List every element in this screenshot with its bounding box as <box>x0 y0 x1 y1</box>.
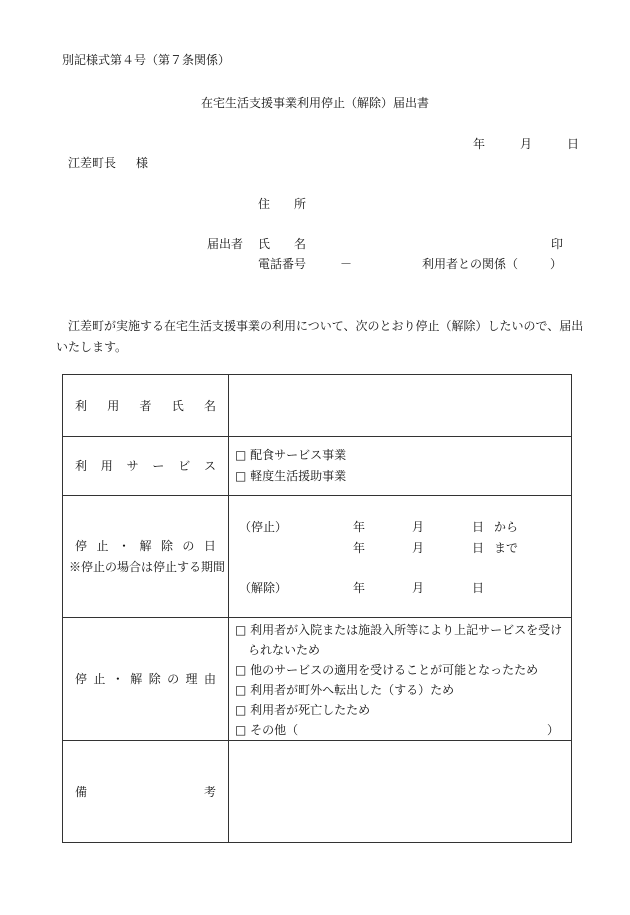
reason-label <box>63 618 229 741</box>
label-char: 由 <box>203 672 216 686</box>
label-char: の <box>182 539 195 553</box>
label-char: 止 <box>96 539 109 553</box>
release-month[interactable]: 月 <box>412 581 425 595</box>
suspend-until-text: まで <box>494 541 519 555</box>
reason-option-moved-out[interactable]: □ 利用者が町外へ転出した（する）ため <box>235 683 455 697</box>
label-char: 考 <box>203 784 216 799</box>
service-options <box>229 437 572 496</box>
relation-close: ） <box>550 257 563 271</box>
label-char: ー <box>152 459 165 473</box>
period-label <box>63 496 229 618</box>
suspend-end-year[interactable]: 年 <box>353 541 366 555</box>
label-char: 備 <box>75 784 88 799</box>
recipient-honorific: 様 <box>136 156 149 170</box>
label-char: 氏 <box>171 398 184 413</box>
service-option-light-assist[interactable]: □ 軽度生活援助事業 <box>235 469 347 483</box>
label-char: 用 <box>100 459 113 473</box>
label-char: ビ <box>178 459 191 473</box>
reason-options <box>229 618 572 741</box>
date-year-label: 年 <box>473 137 486 151</box>
reason-option-hospital-cont: られないため <box>248 643 321 657</box>
label-char: 利 <box>75 459 88 473</box>
date-month-label: 月 <box>520 137 533 151</box>
release-day[interactable]: 日 <box>472 581 485 595</box>
period-sub-label: ※停止の場合は停止する期間 <box>69 560 226 574</box>
seal-mark: 印 <box>551 237 564 251</box>
remarks-row <box>63 741 572 843</box>
release-label: （解除） <box>239 581 288 595</box>
label-char: ス <box>203 459 216 473</box>
page-title: 在宅生活支援事業利用停止（解除）届出書 <box>200 96 429 110</box>
reason-option-deceased[interactable]: □ 利用者が死亡したため <box>235 703 371 717</box>
suspend-end-month[interactable]: 月 <box>412 541 425 555</box>
period-row <box>63 496 572 618</box>
period-content <box>229 496 572 618</box>
relation-label: 利用者との関係（ <box>422 257 519 271</box>
service-option-meal[interactable]: □ 配食サービス事業 <box>235 448 347 462</box>
label-char: 停 <box>75 672 88 686</box>
reason-other-close: ） <box>547 723 560 737</box>
name-label: 氏 名 <box>258 237 307 251</box>
user-name-field[interactable] <box>229 375 572 437</box>
service-row <box>63 437 572 496</box>
recipient-name: 江差町長 <box>68 156 117 170</box>
phone-label: 電話番号 <box>258 257 307 271</box>
label-char: 止 <box>93 672 106 686</box>
suspend-start-day[interactable]: 日 <box>472 520 485 534</box>
label-char: 名 <box>203 398 216 413</box>
label-char: 理 <box>185 672 198 686</box>
reason-row <box>63 618 572 741</box>
suspend-end-day[interactable]: 日 <box>472 541 485 555</box>
label-char: 用 <box>107 398 120 413</box>
suspend-label: （停止） <box>239 520 288 534</box>
reason-option-hospital[interactable]: □ 利用者が入院または施設入所等により上記サービスを受け <box>235 623 563 637</box>
body-text-line2: いたします。 <box>56 340 128 354</box>
suspend-from-text: から <box>494 520 519 534</box>
label-char: ・ <box>111 672 124 686</box>
form-number: 別記様式第４号（第７条関係） <box>62 53 231 67</box>
reason-option-other[interactable]: □ その他（ <box>235 723 299 737</box>
label-char: ・ <box>117 539 130 553</box>
label-char: 解 <box>139 539 152 553</box>
form-table <box>62 374 572 843</box>
suspend-start-month[interactable]: 月 <box>412 520 425 534</box>
label-char: 解 <box>130 672 143 686</box>
remarks-label <box>63 741 229 843</box>
suspend-start-year[interactable]: 年 <box>353 520 366 534</box>
label-char: の <box>167 672 180 686</box>
label-char: 日 <box>203 539 216 553</box>
label-char: 除 <box>148 672 161 686</box>
date-day-label: 日 <box>567 137 580 151</box>
label-char: 者 <box>139 398 152 413</box>
reason-option-other-service[interactable]: □ 他のサービスの適用を受けることが可能となったため <box>235 663 539 677</box>
release-year[interactable]: 年 <box>353 581 366 595</box>
address-label: 住 所 <box>258 197 307 211</box>
label-char: サ <box>126 459 139 473</box>
applicant-role-label: 届出者 <box>207 237 244 251</box>
label-char: 利 <box>75 398 88 413</box>
phone-dash: － <box>340 257 353 271</box>
user-name-row <box>63 375 572 437</box>
label-char: 除 <box>160 539 173 553</box>
label-char: 停 <box>75 539 88 553</box>
body-text-line1: 江差町が実施する在宅生活支援事業の利用について、次のとおり停止（解除）したいので、届出 <box>68 319 584 333</box>
service-label <box>63 437 229 496</box>
user-name-label <box>63 375 229 437</box>
remarks-field[interactable] <box>229 741 572 843</box>
